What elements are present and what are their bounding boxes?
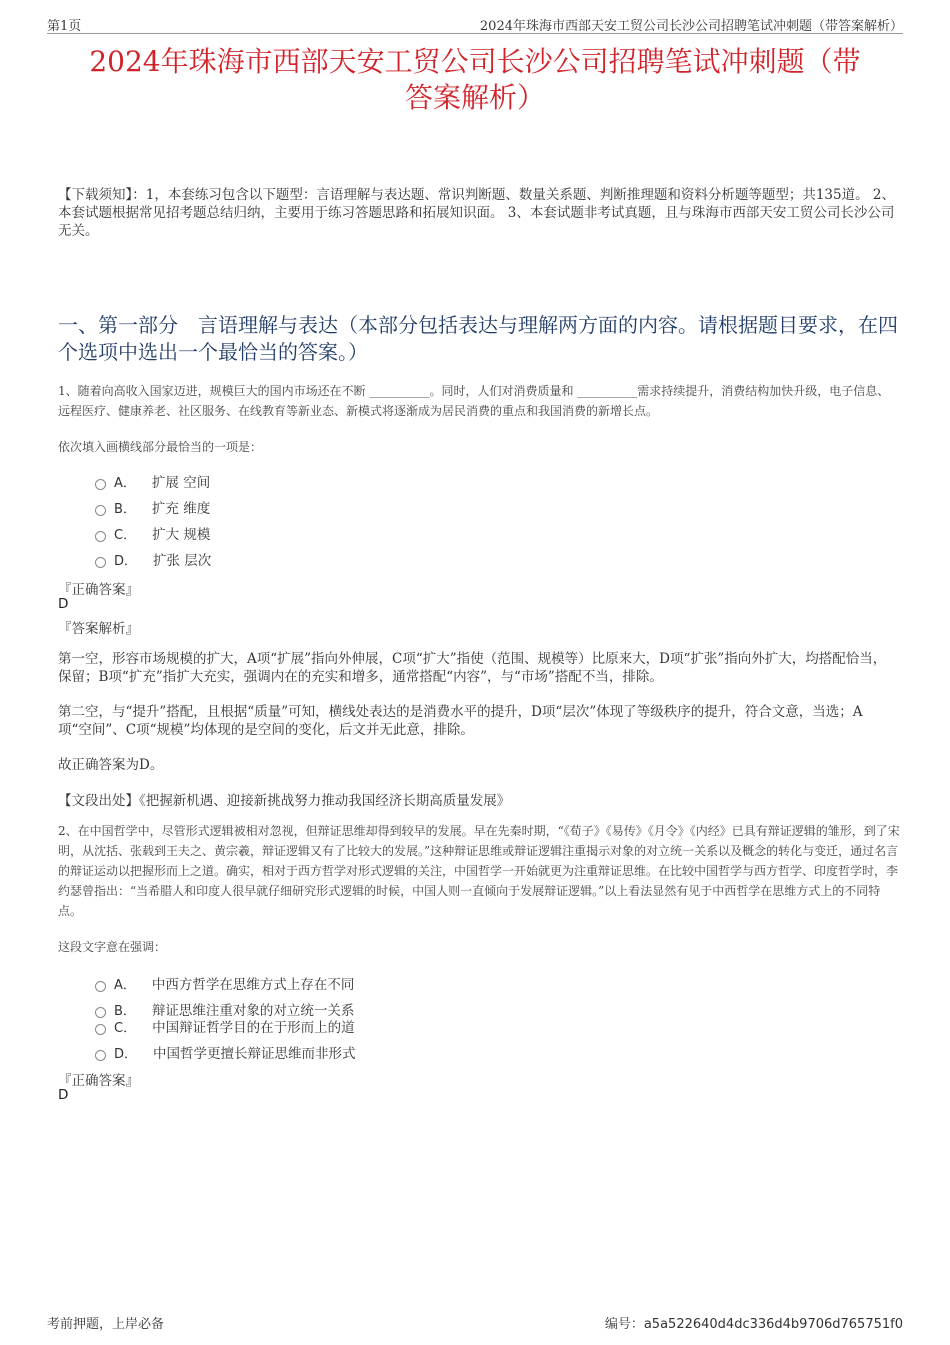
question-1-option-b[interactable]: B． 扩充 维度	[95, 497, 210, 517]
page-header	[47, 13, 903, 34]
question-2-option-a[interactable]: A． 中西方哲学在思维方式上存在不同	[95, 973, 354, 993]
question-1-text: 1、随着向高收入国家迈进，规模巨大的国内市场还在不断 __________。同时，人们对消费质量和 __________需求持续提升，消费结构加快升级，电子信息、远程医疗、健康养老、社区服务、在线教育等新业态、新模式将逐渐成为居民消费的重点和我国消费的新增长点。	[58, 384, 890, 418]
question-1-prompt: 依次填入画横线部分最恰当的一项是：	[58, 440, 263, 454]
section-title: 一、第一部分 言语理解与表达（本部分包括表达与理解两方面的内容。请根据题目要求，在四个选项中选出一个最恰当的答案。）	[58, 313, 898, 364]
question-1-answer: D	[58, 596, 69, 612]
page-number: 第1页	[47, 19, 82, 34]
radio-icon[interactable]	[95, 1024, 106, 1035]
question-2-text: 2、在中国哲学中，尽管形式逻辑被相对忽视，但辩证思维却得到较早的发展。早在先秦时期，“《荀子》《易传》《月令》《内经》已具有辩证逻辑的雏形，到了宋明，从沈括、张载到王夫之、黄宗羲，辩证逻辑又有了比较大的发展。”这种辩证思维或辩证逻辑注重揭示对象的对立统一关系以及概念的转化与变迁，通过名言的辩证运动以把握形而上之道。确实，相对于西方哲学对形式逻辑的关注，中国哲学一开始就更为注重辩证思维。在比较中国哲学与西方哲学、印度哲学时，李约瑟曾指出：“当希腊人和印度人很早就仔细研究形式逻辑的时候，中国人则一直倾向于发展辩证逻辑。”以上看法显然有见于中西哲学在思维方式上的不同特点。	[58, 824, 900, 918]
header-doc-title: 2024年珠海市西部天安工贸公司长沙公司招聘笔试冲刺题（带答案解析）	[479, 19, 903, 34]
download-notice: 【下载须知】：1，本套练习包含以下题型：言语理解与表达题、常识判断题、数量关系题、判断推理题和资料分析题等题型；共135道。 2、本套试题根据常见招考题总结归纳，主要用于练习答题思路和拓展知识面。 3、本套试题非考试真题，且与珠海市西部天安工贸公司长沙公司无关。	[58, 187, 895, 239]
question-1-conclusion: 故正确答案为D。	[58, 757, 164, 773]
question-1-analysis-1: 第一空，形容市场规模的扩大，A项“扩展”指向外伸展，C项“扩大”指使（范围、规模等）比原来大，D项“扩张”指向外扩大，均搭配恰当，保留；B项“扩充”指扩大充实，强调内在的充实和增多，通常搭配“内容”，与“市场”搭配不当，排除。	[58, 651, 887, 685]
title-line-2: 答案解析）	[404, 81, 545, 114]
question-1-analysis-2: 第二空，与“提升”搭配，且根据“质量”可知，横线处表达的是消费水平的提升，D项“层次”体现了等级秩序的提升，符合文意，当选；A项“空间”、C项“规模”均体现的是空间的变化，后文并无此意，排除。	[58, 704, 863, 738]
radio-icon[interactable]	[95, 557, 106, 568]
question-1-option-d[interactable]: D． 扩张 层次	[95, 549, 211, 569]
footer-code: 编号：a5a522640d4dc336d4b9706d765751f0	[604, 1317, 903, 1332]
radio-icon[interactable]	[95, 531, 106, 542]
radio-icon[interactable]	[95, 1050, 106, 1061]
question-1-source: 【文段出处】《把握新机遇、迎接新挑战努力推动我国经济长期高质量发展》	[58, 793, 511, 809]
question-2-answer-label: 『正确答案』	[58, 1073, 139, 1089]
question-2-option-d[interactable]: D． 中国哲学更擅长辩证思维而非形式	[95, 1042, 356, 1062]
question-1-analysis-label: 『答案解析』	[58, 621, 139, 637]
question-2-option-c[interactable]: C． 中国辩证哲学目的在于形而上的道	[95, 1016, 355, 1036]
page-footer	[47, 1313, 903, 1332]
question-2-prompt: 这段文字意在强调：	[58, 940, 167, 954]
question-1-option-a[interactable]: A． 扩展 空间	[95, 471, 210, 491]
radio-icon[interactable]	[95, 479, 106, 490]
document-title	[40, 44, 910, 116]
title-line-1: 2024年珠海市西部天安工贸公司长沙公司招聘笔试冲刺题（带	[89, 45, 861, 78]
radio-icon[interactable]	[95, 505, 106, 516]
footer-slogan: 考前押题，上岸必备	[47, 1317, 165, 1332]
radio-icon[interactable]	[95, 981, 106, 992]
question-1-answer-label: 『正确答案』	[58, 582, 139, 598]
question-2-option-b[interactable]: B． 辩证思维注重对象的对立统一关系	[95, 999, 354, 1019]
question-1-option-c[interactable]: C． 扩大 规模	[95, 523, 210, 543]
question-2-answer: D	[58, 1087, 69, 1103]
